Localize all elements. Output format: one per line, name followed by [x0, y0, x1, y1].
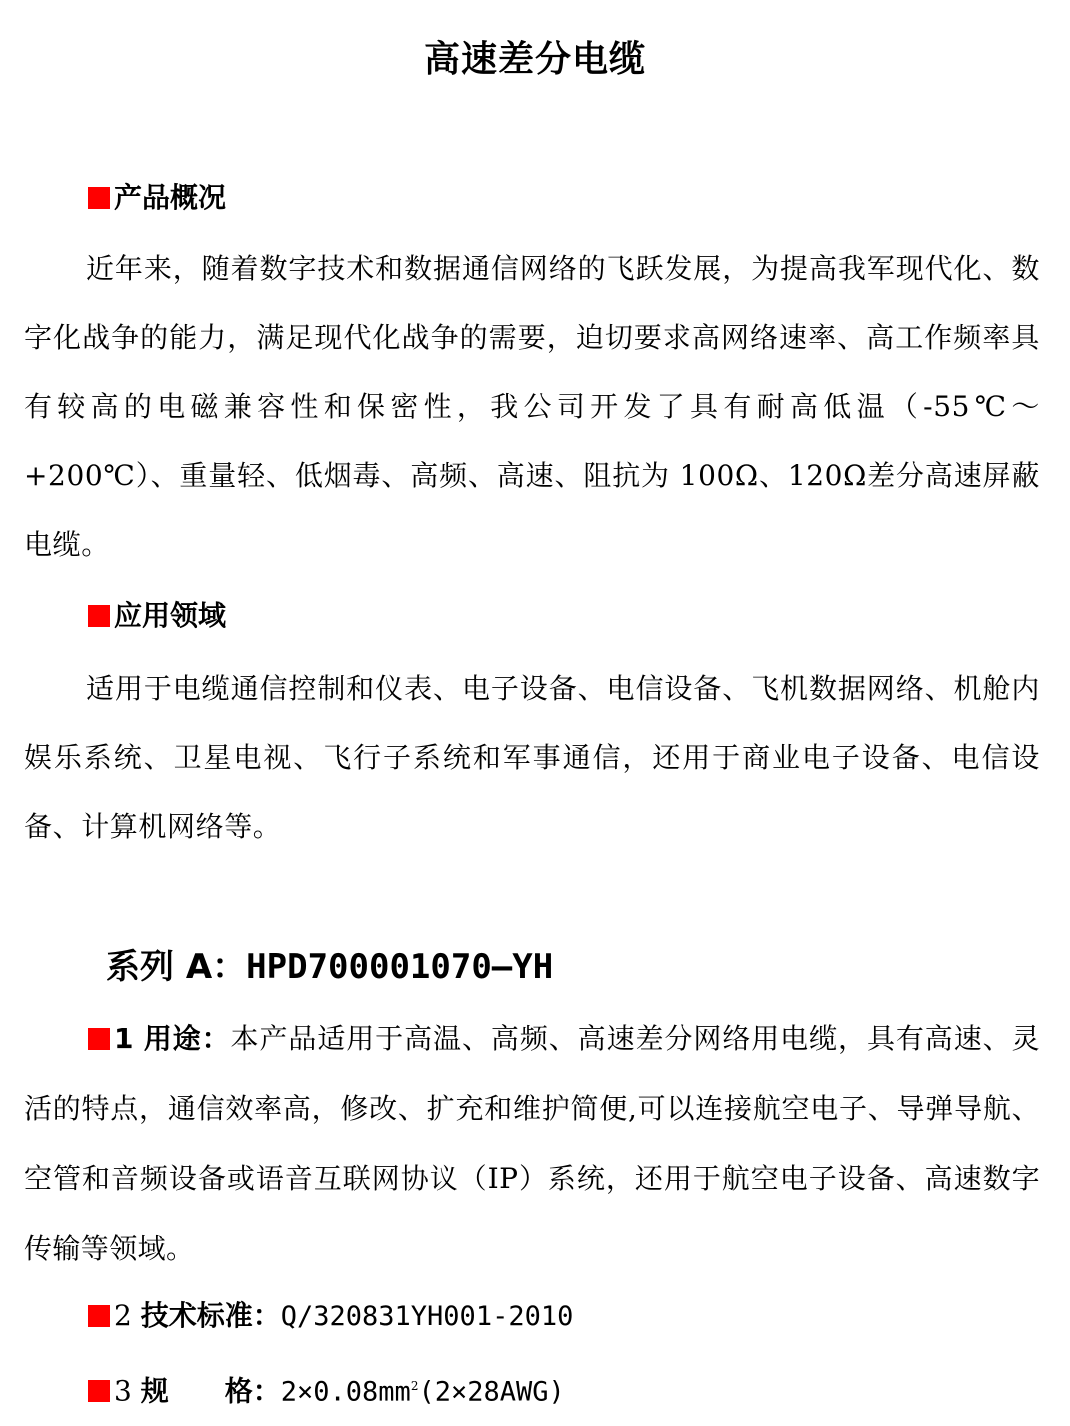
usage-number: 1	[114, 1022, 134, 1055]
usage-label: 用途：	[143, 1022, 231, 1055]
overview-paragraph: 近年来，随着数字技术和数据通信网络的飞跃发展，为提高我军现代化、数字化战争的能力，满足现代化战争的需要，迫切要求高网络速率、高工作频率具有较高的电磁兼容性和保密性，我公司开发了具有耐高低温（-55℃～+200℃）、重量轻、低烟毒、高频、高速、阻抗为 100Ω、120Ω差分高速屏蔽电缆。	[24, 252, 1040, 561]
series-heading	[106, 942, 553, 992]
spec-label-b: 格：	[224, 1374, 281, 1408]
red-square-bullet-icon	[88, 1380, 110, 1402]
application-paragraph: 适用于电缆通信控制和仪表、电子设备、电信设备、飞机数据网络、机舱内娱乐系统、卫星电视、飞行子系统和军事通信，还用于商业电子设备、电信设备、计算机网络等。	[24, 672, 1040, 843]
usage-paragraph	[24, 1004, 1040, 1284]
standard-label: 技术标准：	[140, 1299, 281, 1332]
standard-number: 2	[114, 1299, 132, 1332]
spec-value-superscript: 2	[410, 1379, 419, 1393]
spec-label-a: 规	[140, 1374, 169, 1408]
section-heading-overview	[88, 178, 226, 218]
application-heading-label: 应用领域	[114, 599, 227, 632]
spec-value-awg: (2×28AWG)	[418, 1376, 565, 1408]
series-code: HPD700001070—YH	[246, 947, 554, 987]
spec-value: 2×0.08mm	[280, 1376, 411, 1408]
series-label: 系列 A：	[106, 947, 247, 987]
spec-number: 3	[114, 1374, 132, 1408]
page-title: 高速差分电缆	[423, 39, 646, 80]
usage-text: 本产品适用于高温、高频、高速差分网络用电缆，具有高速、灵活的特点，通信效率高，修改、扩充和维护简便,可以连接航空电子、导弹导航、空管和音频设备或语音互联网协议（IP）系统，还用于航空电子设备、高速数字传输等领域。	[24, 1022, 1040, 1265]
red-square-bullet-icon	[88, 1305, 110, 1327]
section-heading-application	[88, 596, 226, 636]
spec-line	[88, 1366, 565, 1412]
standard-value: Q/320831YH001-2010	[280, 1301, 574, 1332]
red-square-bullet-icon	[88, 187, 110, 209]
standard-line	[88, 1296, 573, 1337]
red-square-bullet-icon	[88, 605, 110, 627]
red-square-bullet-icon	[88, 1028, 110, 1050]
overview-heading-label: 产品概况	[114, 181, 227, 214]
